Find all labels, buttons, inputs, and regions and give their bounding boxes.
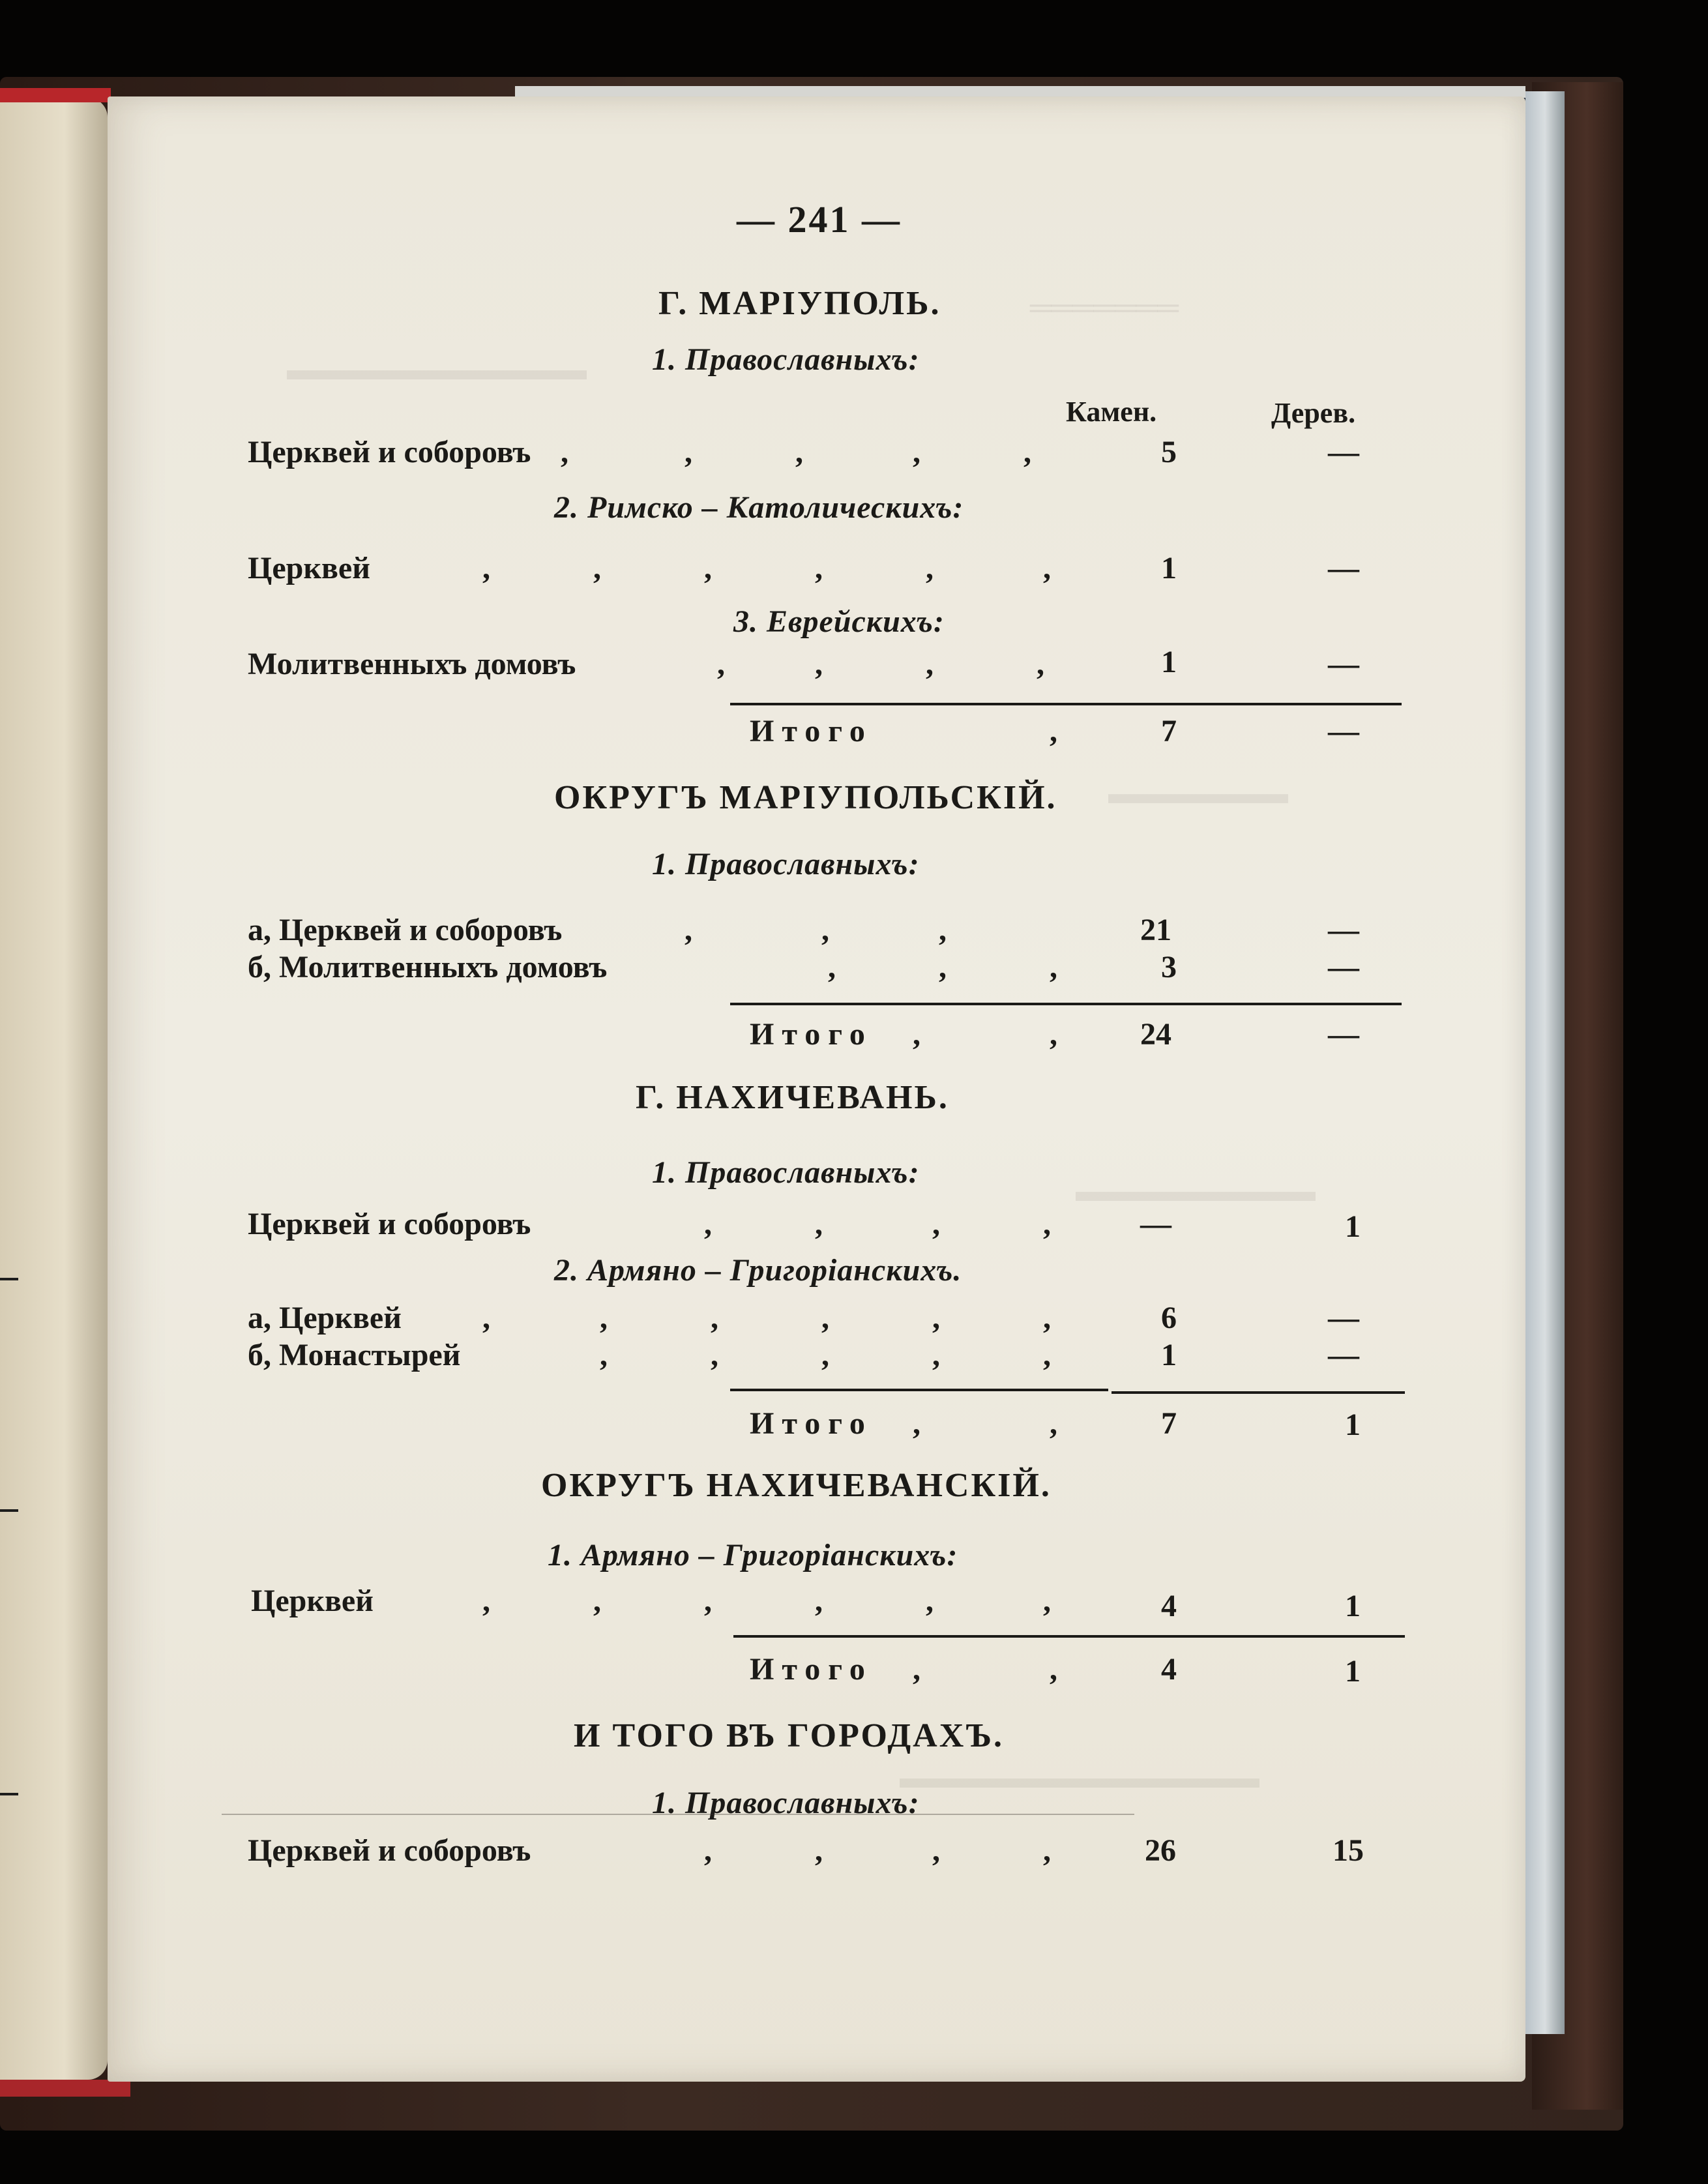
leader-comma: , <box>711 1338 718 1372</box>
row-label: а, Церквей <box>248 1301 402 1335</box>
subheading-jewish: 3. Еврейскихъ: <box>733 604 945 639</box>
subheading-orthodox: 1. Православныхъ: <box>652 1786 920 1820</box>
total-rule <box>730 1389 1108 1391</box>
bleed-through: ═══════ <box>1030 291 1179 324</box>
total-rule <box>730 703 1402 705</box>
row-wood-value: — <box>1328 435 1359 469</box>
section-title-mariupol-district: ОКРУГЪ МАРІУПОЛЬСКІЙ. <box>554 779 1057 816</box>
leader-comma: , <box>704 551 712 585</box>
leader-comma: , <box>1050 714 1057 748</box>
leader-comma: , <box>1037 647 1044 681</box>
subheading-armenian: 2. Армяно – Григоріанскихъ. <box>554 1253 962 1288</box>
section-title-cities-total: И ТОГО ВЪ ГОРОДАХЪ. <box>574 1717 1005 1754</box>
total-wood-value: — <box>1328 1017 1359 1052</box>
leader-comma: , <box>815 1207 823 1241</box>
row-wood-value: — <box>1328 551 1359 585</box>
total-stone-value: 24 <box>1140 1017 1171 1052</box>
leader-comma: , <box>828 950 836 984</box>
leader-comma: , <box>593 1584 601 1618</box>
leader-comma: , <box>913 1652 920 1687</box>
leader-comma: , <box>932 1207 940 1241</box>
subheading-orthodox: 1. Православныхъ: <box>652 847 920 881</box>
leader-comma: , <box>821 1338 829 1372</box>
row-stone-value: 1 <box>1161 1338 1177 1372</box>
leader-comma: , <box>1043 1301 1051 1335</box>
leader-comma: , <box>932 1338 940 1372</box>
total-wood-value: — <box>1328 714 1359 748</box>
row-stone-value: 4 <box>1161 1589 1177 1623</box>
faint-rule <box>222 1814 1134 1815</box>
row-wood-value: — <box>1328 1338 1359 1372</box>
row-stone-value: 5 <box>1161 435 1177 469</box>
left-page-mark <box>0 1793 18 1795</box>
leader-comma: , <box>913 435 920 469</box>
leader-comma: , <box>1043 1338 1051 1372</box>
row-stone-value: — <box>1140 1207 1171 1241</box>
row-wood-value: 15 <box>1333 1833 1364 1868</box>
leader-comma: , <box>821 913 829 947</box>
leader-comma: , <box>685 913 692 947</box>
row-label: б, Монастырей <box>248 1338 461 1372</box>
row-stone-value: 1 <box>1161 645 1177 679</box>
row-wood-value: — <box>1328 647 1359 681</box>
row-stone-value: 26 <box>1145 1833 1176 1868</box>
section-title-nakhichevan-district: ОКРУГЪ НАХИЧЕВАНСКІЙ. <box>541 1467 1052 1504</box>
bleed-through: ▬▬▬▬▬▬▬▬▬▬▬▬ <box>900 1761 1259 1794</box>
row-label: б, Молитвенныхъ домовъ <box>248 950 608 984</box>
subheading-orthodox: 1. Православныхъ: <box>652 342 920 377</box>
bleed-through: ▬▬▬▬▬▬▬▬ <box>1076 1174 1316 1207</box>
page-number: — 241 — <box>737 198 902 241</box>
leader-comma: , <box>939 913 947 947</box>
subheading-armenian: 1. Армяно – Григоріанскихъ: <box>548 1538 958 1572</box>
leader-comma: , <box>932 1301 940 1335</box>
row-stone-value: 6 <box>1161 1301 1177 1335</box>
leader-comma: , <box>482 1584 490 1618</box>
leader-comma: , <box>1043 1207 1051 1241</box>
leader-comma: , <box>795 435 803 469</box>
leader-comma: , <box>1023 435 1031 469</box>
bookmark-ribbon-top <box>0 88 111 102</box>
total-label: Итого <box>750 1017 873 1052</box>
row-label: Церквей и соборовъ <box>248 1207 531 1241</box>
left-page-mark <box>0 1278 18 1280</box>
leader-comma: , <box>1050 1406 1057 1441</box>
leader-comma: , <box>1043 1584 1051 1618</box>
leader-comma: , <box>600 1338 608 1372</box>
leader-comma: , <box>913 1406 920 1441</box>
leader-comma: , <box>1050 1652 1057 1687</box>
total-label: Итого <box>750 1652 873 1687</box>
total-label: Итого <box>750 1406 873 1441</box>
bleed-through: ▬▬▬▬▬▬ <box>1108 776 1288 810</box>
column-header-stone: Камен. <box>1066 396 1157 428</box>
total-rule <box>730 1003 1402 1005</box>
row-label: Церквей и соборовъ <box>248 1833 531 1868</box>
leader-comma: , <box>926 647 934 681</box>
row-label: Церквей <box>251 1584 374 1618</box>
leader-comma: , <box>704 1207 712 1241</box>
leader-comma: , <box>593 551 601 585</box>
row-label: Молитвенныхъ домовъ <box>248 647 576 681</box>
leader-comma: , <box>939 950 947 984</box>
section-title-nakhichevan: Г. НАХИЧЕВАНЬ. <box>636 1079 949 1116</box>
bookmark-ribbon-bottom <box>0 2080 130 2097</box>
total-wood-value: 1 <box>1345 1654 1361 1689</box>
leader-comma: , <box>600 1301 608 1335</box>
leader-comma: , <box>1043 551 1051 585</box>
leader-comma: , <box>1043 1833 1051 1868</box>
total-wood-value: 1 <box>1345 1408 1361 1442</box>
row-stone-value: 3 <box>1161 950 1177 984</box>
leader-comma: , <box>1050 950 1057 984</box>
row-wood-value: 1 <box>1345 1209 1361 1244</box>
total-stone-value: 7 <box>1161 1406 1177 1441</box>
total-rule <box>733 1635 1405 1638</box>
section-title-mariupol: Г. МАРІУПОЛЬ. <box>658 285 941 322</box>
left-page-edge <box>0 98 108 2080</box>
row-label: Церквей и соборовъ <box>248 435 531 469</box>
leader-comma: , <box>926 551 934 585</box>
row-label: а, Церквей и соборовъ <box>248 913 563 947</box>
leader-comma: , <box>815 647 823 681</box>
subheading-catholic: 2. Римско – Католическихъ: <box>554 490 964 525</box>
leader-comma: , <box>815 1584 823 1618</box>
leader-comma: , <box>561 435 568 469</box>
leader-comma: , <box>821 1301 829 1335</box>
leader-comma: , <box>1050 1017 1057 1052</box>
leader-comma: , <box>704 1833 712 1868</box>
row-wood-value: — <box>1328 1301 1359 1335</box>
leader-comma: , <box>482 551 490 585</box>
leader-comma: , <box>717 647 725 681</box>
subheading-orthodox: 1. Православныхъ: <box>652 1155 920 1190</box>
left-page-mark <box>0 1509 18 1512</box>
bleed-through: ▬▬▬▬▬▬▬▬▬▬ <box>287 353 587 386</box>
total-label: Итого <box>750 714 873 748</box>
leader-comma: , <box>482 1301 490 1335</box>
leader-comma: , <box>711 1301 718 1335</box>
row-stone-value: 21 <box>1140 913 1171 947</box>
total-stone-value: 4 <box>1161 1652 1177 1687</box>
total-rule <box>1112 1391 1405 1394</box>
leader-comma: , <box>815 551 823 585</box>
leader-comma: , <box>932 1833 940 1868</box>
row-wood-value: — <box>1328 913 1359 947</box>
column-header-wood: Дерев. <box>1271 397 1356 429</box>
leader-comma: , <box>913 1017 920 1052</box>
page-stack-edge <box>1525 91 1565 2034</box>
row-wood-value: — <box>1328 950 1359 984</box>
total-stone-value: 7 <box>1161 714 1177 748</box>
leader-comma: , <box>815 1833 823 1868</box>
leader-comma: , <box>926 1584 934 1618</box>
leader-comma: , <box>685 435 692 469</box>
row-label: Церквей <box>248 551 370 585</box>
row-stone-value: 1 <box>1161 551 1177 585</box>
leader-comma: , <box>704 1584 712 1618</box>
row-wood-value: 1 <box>1345 1589 1361 1623</box>
